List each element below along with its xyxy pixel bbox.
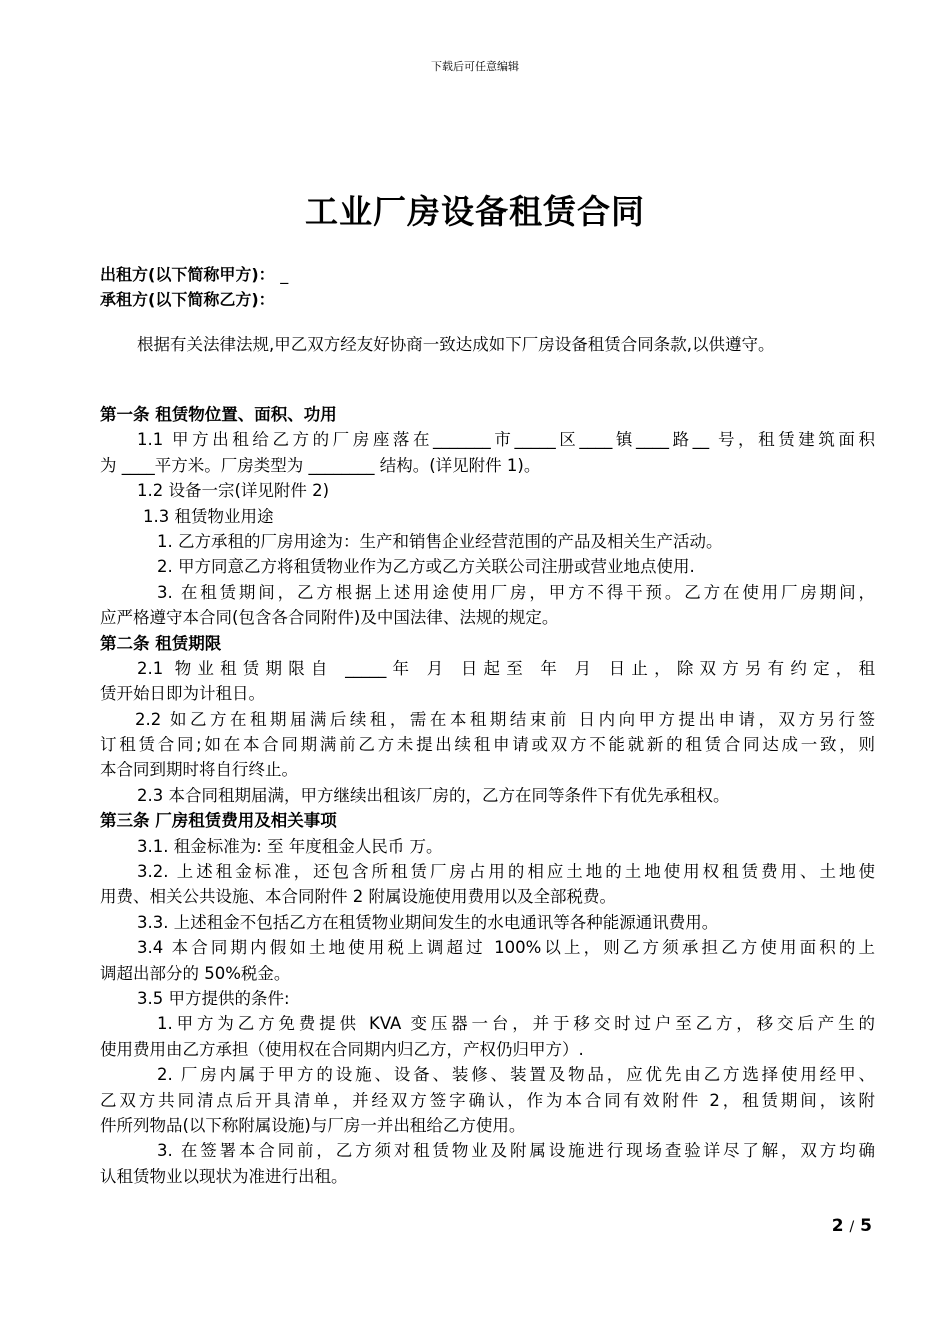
page-number <box>832 1216 872 1236</box>
body-line: 调超出部分的 50%税金。 <box>100 963 291 983</box>
body-line: 2.2 如乙方在租期届满后续租，需在本租期结束前 日内向甲方提出申请，双方另行签 <box>135 709 875 729</box>
body-line: 3.4 本合同期内假如土地使用税上调超过 100%以上，则乙方须承担乙方使用面积的上 <box>137 938 875 958</box>
body-line: 1.甲方为乙方免费提供 KVA 变压器一台，并于移交时过户至乙方，移交后产生的 <box>157 1014 875 1034</box>
lessor-line <box>100 262 288 285</box>
header-note: 下载后可任意编辑 <box>431 60 519 73</box>
section-heading: 第三条 厂房租赁费用及相关事项 <box>100 811 337 831</box>
body-line: 赁开始日即为计租日。 <box>100 684 265 704</box>
page-current: 2 <box>831 1216 844 1236</box>
lessee-line <box>100 287 275 310</box>
body-line: 2. 厂房内属于甲方的设施、设备、装修、装置及物品，应优先由乙方选择使用经甲、 <box>157 1065 875 1085</box>
body-line: 3.5 甲方提供的条件: <box>137 988 290 1008</box>
body-line: 3. 在租赁期间，乙方根据上述用途使用厂房，甲方不得干预。乙方在使用厂房期间， <box>157 582 875 602</box>
section-heading: 第一条 租赁物位置、面积、功用 <box>100 405 337 424</box>
intro-paragraph: 根据有关法律法规,甲乙双方经友好协商一致达成如下厂房设备租赁合同条款,以供遵守。 <box>137 335 775 354</box>
body-line: 认租赁物业以现状为准进行出租。 <box>100 1166 348 1186</box>
body-line: 1.1 甲方出租给乙方的厂房座落在_______市_____区____镇____路__ 号，租赁建筑面积 <box>137 430 875 450</box>
body-line: 2. 甲方同意乙方将租赁物业作为乙方或乙方关联公司注册或营业地点使用. <box>157 557 695 577</box>
body-line: 本合同到期时将自行终止。 <box>100 760 298 780</box>
body-line: 订租赁合同;如在本合同期满前乙方未提出续租申请或双方不能就新的租赁合同达成一致，则 <box>100 735 875 755</box>
body-line: 1. 乙方承租的厂房用途为：生产和销售企业经营范围的产品及相关生产活动。 <box>157 531 723 551</box>
lessee-label: 承租方(以下简称乙方)： <box>100 290 275 309</box>
page-title: 工业厂房设备租赁合同 <box>305 192 645 231</box>
page-separator: / <box>849 1219 855 1235</box>
body-line: 应严格遵守本合同(包含各合同附件)及中国法律、法规的规定。 <box>100 608 559 628</box>
body-line: 2.1 物业租赁期限自 _____年 月 日起至 年 月 日止，除双方另有约定，租 <box>137 658 875 678</box>
body-line: 3.2. 上述租金标准，还包含所租赁厂房占用的相应土地的土地使用权租赁费用、土地使 <box>137 862 875 882</box>
section-heading: 第二条 租赁期限 <box>100 633 222 653</box>
body-line: 用费、相关公共设施、本合同附件 2 附属设施使用费用以及全部税费。 <box>100 887 616 907</box>
body-line: 2.3 本合同租期届满，甲方继续出租该厂房的，乙方在同等条件下有优先承租权。 <box>137 785 730 805</box>
lessor-label: 出租方(以下简称甲方)： <box>100 265 275 284</box>
body-line: 3.3. 上述租金不包括乙方在租赁物业期间发生的水电通讯等各种能源通讯费用。 <box>137 912 719 932</box>
body-line: 1.2 设备一宗(详见附件 2) <box>137 481 330 501</box>
body-line: 件所列物品(以下称附属设施)与厂房一并出租给乙方使用。 <box>100 1115 526 1135</box>
body-line: 3. 在签署本合同前，乙方须对租赁物业及附属设施进行现场查验详尽了解，双方均确 <box>157 1141 875 1161</box>
body-line: 使用费用由乙方承担（使用权在合同期内归乙方，产权仍归甲方）. <box>100 1039 584 1059</box>
body-line: 乙双方共同清点后开具清单，并经双方签字确认，作为本合同有效附件 2，租赁期间，该附 <box>100 1090 875 1110</box>
page-total: 5 <box>860 1216 872 1236</box>
body-line: 为 ____平方米。厂房类型为 ________ 结构。(详见附件 1)。 <box>100 455 541 475</box>
body-line: 3.1. 租金标准为: 至 年度租金人民币 万。 <box>137 836 443 856</box>
contract-body <box>100 402 875 1189</box>
lessor-blank: _ <box>280 265 289 284</box>
body-line: 1.3 租赁物业用途 <box>143 506 274 526</box>
